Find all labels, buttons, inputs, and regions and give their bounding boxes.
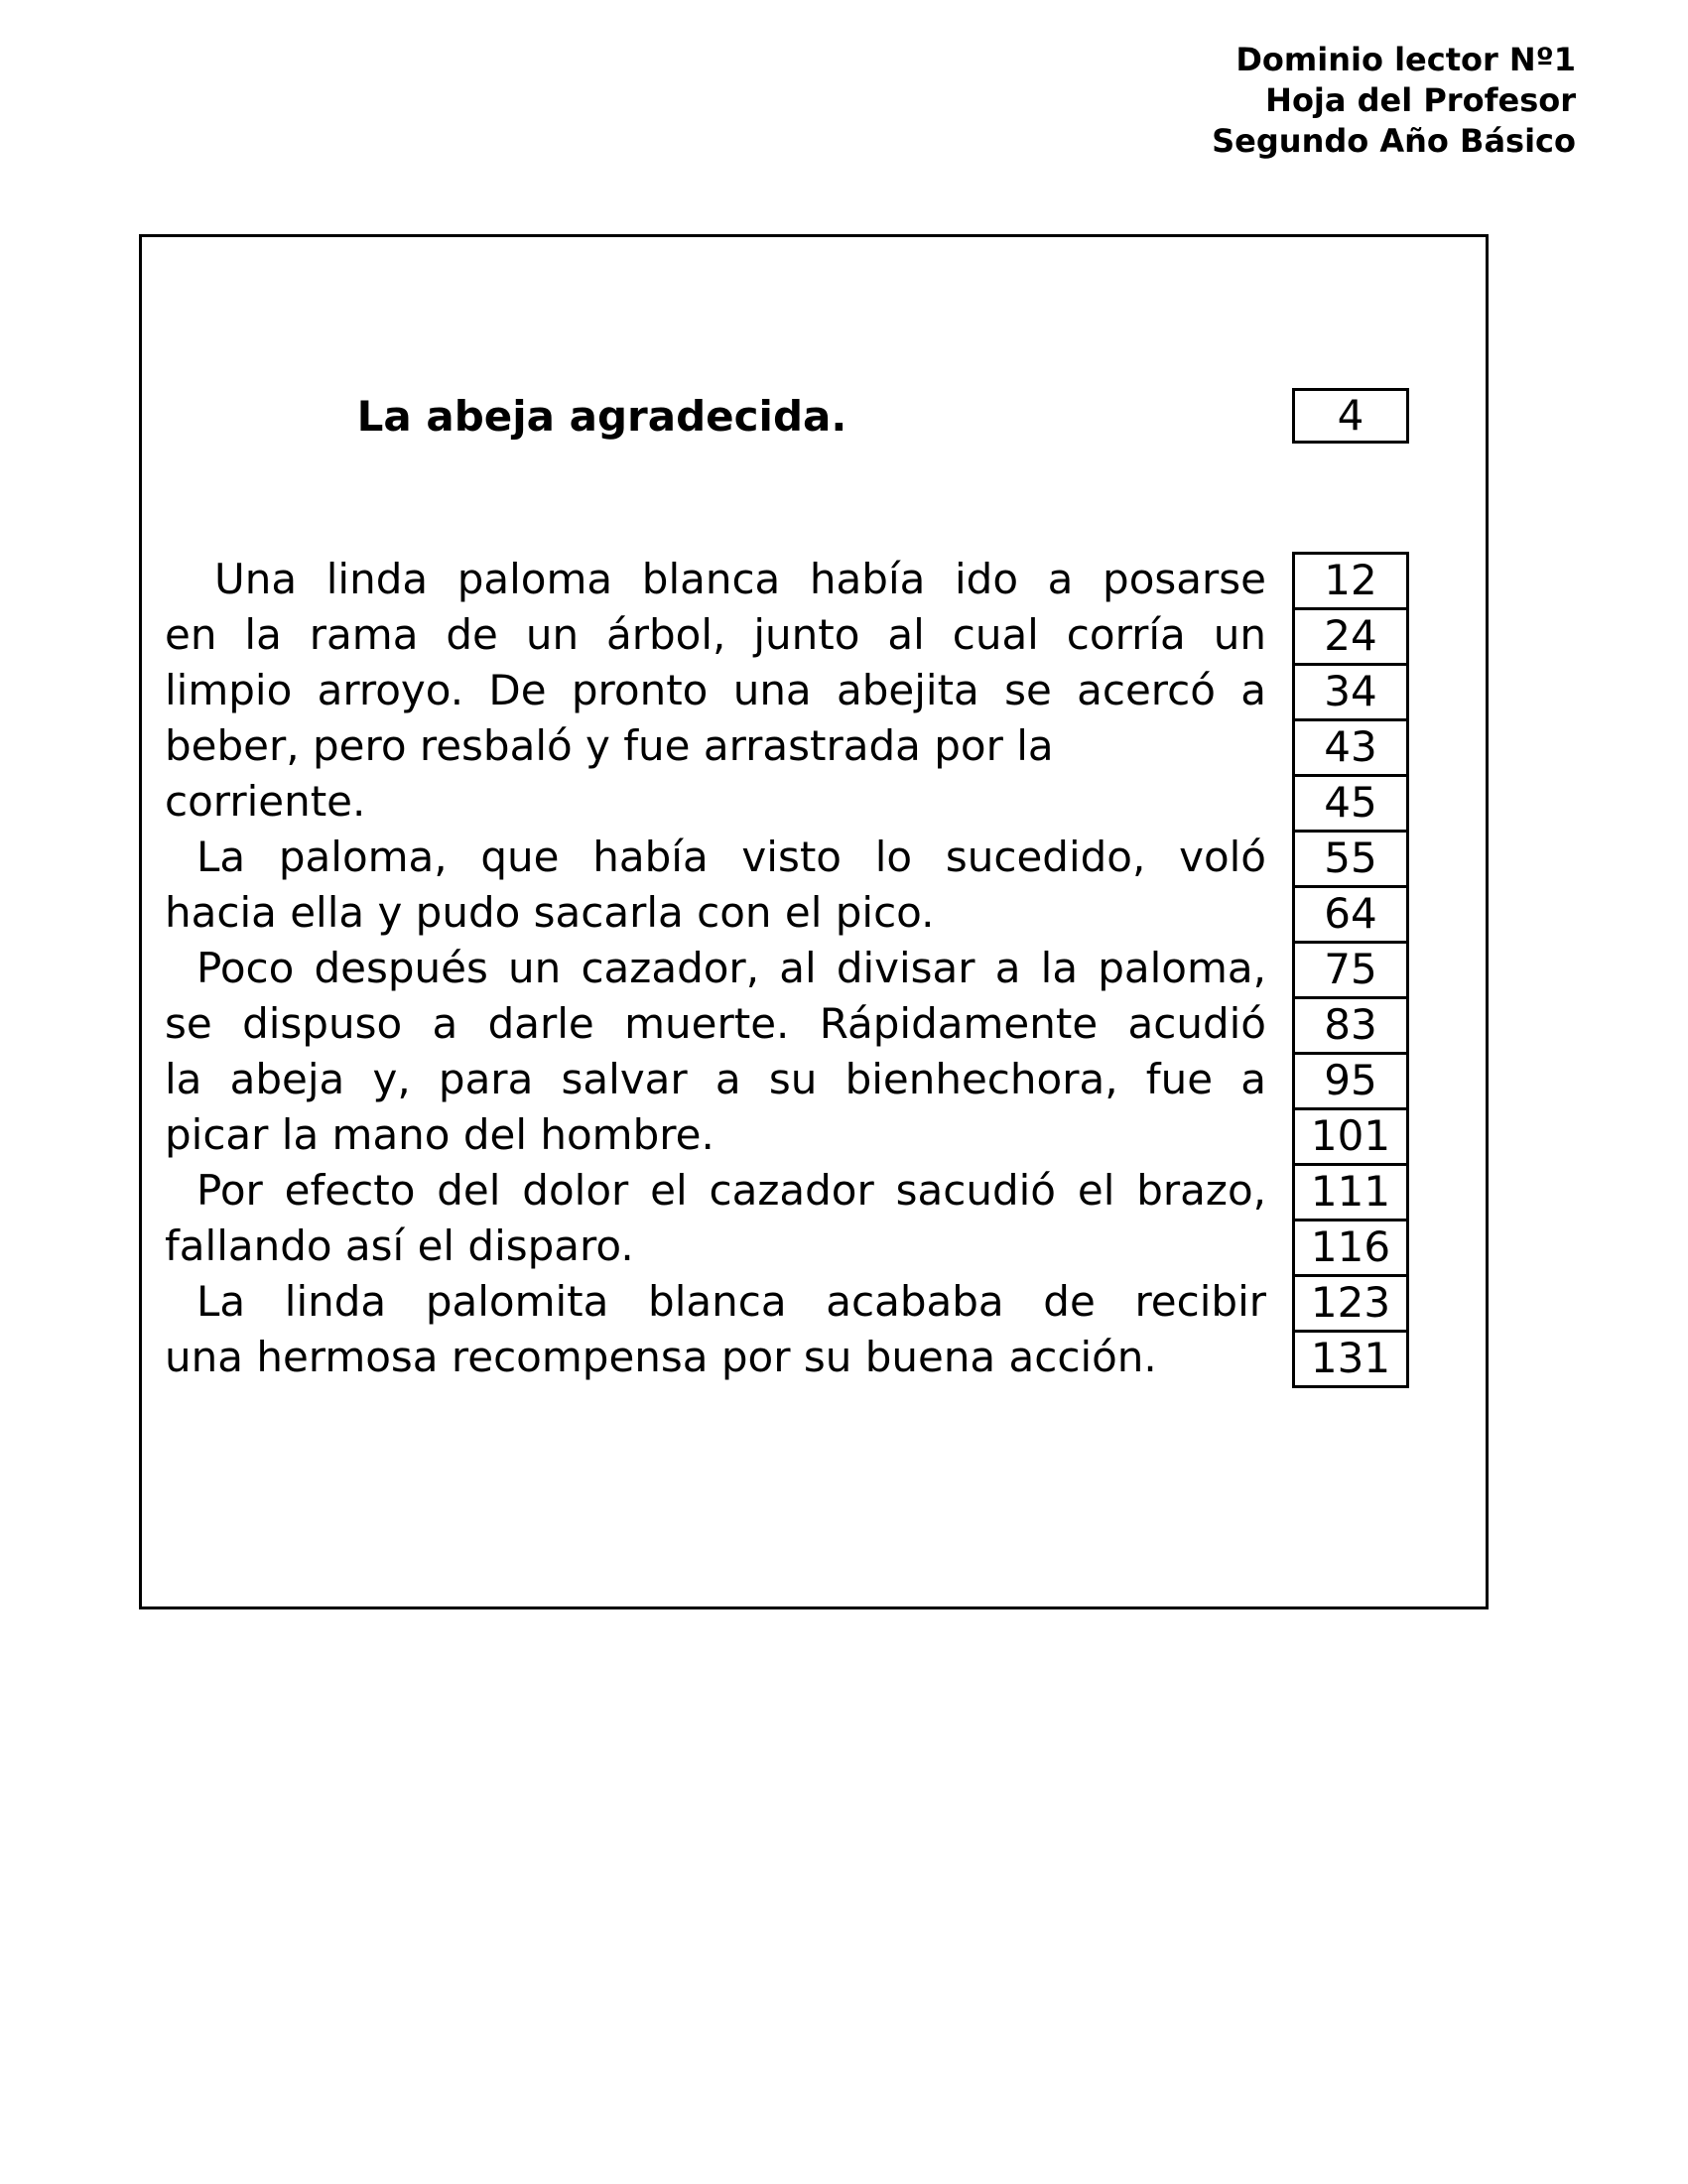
word-count-column xyxy=(1292,552,1409,1388)
passage-line: picar la mano del hombre. xyxy=(165,1110,714,1159)
header-test-name: Dominio lector Nº1 xyxy=(1235,41,1576,78)
title-word-count: 4 xyxy=(1292,388,1409,444)
passage-line: La linda palomita blanca acababa de recibir xyxy=(196,1277,1266,1326)
header-sheet-type: Hoja del Profesor xyxy=(1265,81,1576,119)
passage-line: limpio arroyo. De pronto una abejita se acercó a xyxy=(165,666,1266,714)
word-count-cell: 64 xyxy=(1292,885,1409,941)
passage-line: Poco después un cazador, al divisar a la paloma, xyxy=(196,944,1266,992)
word-count-cell: 116 xyxy=(1292,1219,1409,1274)
passage-line: corriente. xyxy=(165,777,366,826)
passage-line: una hermosa recompensa por su buena acción. xyxy=(165,1333,1157,1381)
passage-line: La paloma, que había visto lo sucedido, voló xyxy=(196,833,1266,881)
passage-line: fallando así el disparo. xyxy=(165,1221,634,1270)
passage-line: la abeja y, para salvar a su bienhechora, fue a xyxy=(165,1055,1266,1103)
word-count-cell: 131 xyxy=(1292,1330,1409,1388)
passage-line: Una linda paloma blanca había ido a posarse xyxy=(214,555,1266,603)
word-count-cell: 123 xyxy=(1292,1274,1409,1330)
word-count-cell: 55 xyxy=(1292,830,1409,885)
word-count-cell: 43 xyxy=(1292,718,1409,774)
word-count-cell: 101 xyxy=(1292,1107,1409,1163)
word-count-cell: 24 xyxy=(1292,607,1409,663)
word-count-cell: 111 xyxy=(1292,1163,1409,1219)
word-count-cell: 34 xyxy=(1292,663,1409,718)
passage-line: hacia ella y pudo sacarla con el pico. xyxy=(165,888,935,937)
story-passage xyxy=(165,552,1266,1385)
passage-line: Por efecto del dolor el cazador sacudió el brazo, xyxy=(196,1166,1266,1215)
header-grade: Segundo Año Básico xyxy=(1212,122,1576,160)
word-count-cell: 83 xyxy=(1292,996,1409,1052)
passage-line: beber, pero resbaló y fue arrastrada por la xyxy=(165,721,1054,770)
word-count-cell: 12 xyxy=(1292,552,1409,607)
word-count-cell: 45 xyxy=(1292,774,1409,830)
passage-line: en la rama de un árbol, junto al cual corría un xyxy=(165,610,1266,659)
word-count-cell: 95 xyxy=(1292,1052,1409,1107)
document-header xyxy=(1212,40,1576,162)
word-count-cell: 75 xyxy=(1292,941,1409,996)
passage-line: se dispuso a darle muerte. Rápidamente acudió xyxy=(165,999,1266,1048)
story-title: La abeja agradecida. xyxy=(356,392,847,441)
